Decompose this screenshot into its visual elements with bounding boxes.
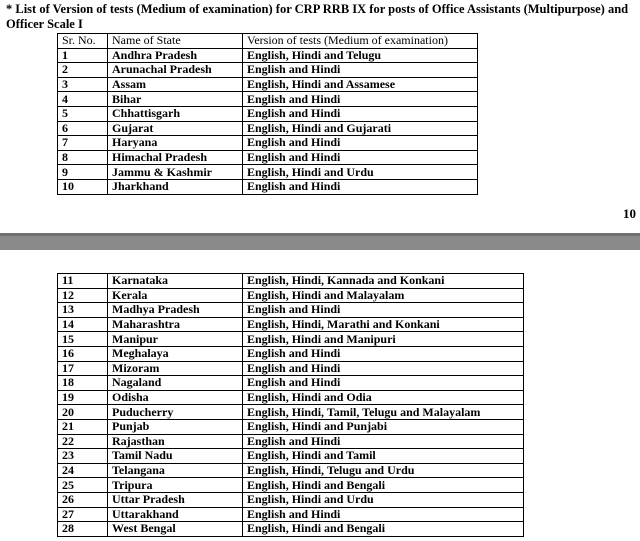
cell-state: Uttar Pradesh xyxy=(108,492,243,507)
cell-state: Madhya Pradesh xyxy=(108,303,243,318)
table-row xyxy=(58,303,524,318)
cell-state: Rajasthan xyxy=(108,434,243,449)
cell-version: English and Hindi xyxy=(243,303,524,318)
cell-state: Mizoram xyxy=(108,361,243,376)
cell-version: English and Hindi xyxy=(243,507,524,522)
cell-state: Assam xyxy=(108,77,243,92)
header-state: Name of State xyxy=(108,34,243,49)
cell-sr-no: 9 xyxy=(58,165,108,180)
cell-version: English and Hindi xyxy=(243,361,524,376)
cell-state: Maharashtra xyxy=(108,317,243,332)
cell-sr-no: 15 xyxy=(58,332,108,347)
cell-version: English, Hindi and Manipuri xyxy=(243,332,524,347)
table-row xyxy=(58,150,478,165)
table-row xyxy=(58,165,478,180)
cell-sr-no: 24 xyxy=(58,463,108,478)
table-row xyxy=(58,332,524,347)
table-row xyxy=(58,92,478,107)
cell-version: English and Hindi xyxy=(243,136,478,151)
cell-version: English, Hindi and Bengali xyxy=(243,478,524,493)
cell-state: Odisha xyxy=(108,390,243,405)
table-row xyxy=(58,522,524,537)
header-sr-no: Sr. No. xyxy=(58,34,108,49)
cell-version: English and Hindi xyxy=(243,179,478,194)
cell-version: English and Hindi xyxy=(243,63,478,78)
cell-sr-no: 28 xyxy=(58,522,108,537)
document-heading: * List of Version of tests (Medium of examination) for CRP RRB IX for posts of Office Assistants (Multipurpose) and Officer Scale I xyxy=(6,2,629,31)
cell-sr-no: 14 xyxy=(58,317,108,332)
cell-version: English, Hindi and Urdu xyxy=(243,492,524,507)
table-row xyxy=(58,274,524,289)
cell-state: Andhra Pradesh xyxy=(108,48,243,63)
cell-sr-no: 1 xyxy=(58,48,108,63)
table-row xyxy=(58,179,478,194)
cell-version: English, Hindi and Odia xyxy=(243,390,524,405)
cell-state: Arunachal Pradesh xyxy=(108,63,243,78)
cell-version: English and Hindi xyxy=(243,106,478,121)
cell-state: Puducherry xyxy=(108,405,243,420)
table-row xyxy=(58,405,524,420)
table-row xyxy=(58,77,478,92)
cell-state: Bihar xyxy=(108,92,243,107)
cell-sr-no: 21 xyxy=(58,419,108,434)
table-row xyxy=(58,136,478,151)
cell-state: Manipur xyxy=(108,332,243,347)
cell-sr-no: 12 xyxy=(58,288,108,303)
table-row xyxy=(58,288,524,303)
table-row xyxy=(58,390,524,405)
cell-state: West Bengal xyxy=(108,522,243,537)
cell-sr-no: 6 xyxy=(58,121,108,136)
header-version: Version of tests (Medium of examination) xyxy=(243,34,478,49)
table-row xyxy=(58,346,524,361)
cell-version: English, Hindi, Telugu and Urdu xyxy=(243,463,524,478)
cell-version: English and Hindi xyxy=(243,92,478,107)
cell-version: English, Hindi and Malayalam xyxy=(243,288,524,303)
cell-version: English and Hindi xyxy=(243,150,478,165)
table-row xyxy=(58,449,524,464)
table-row xyxy=(58,121,478,136)
table-row xyxy=(58,106,478,121)
cell-state: Chhattisgarh xyxy=(108,106,243,121)
cell-sr-no: 13 xyxy=(58,303,108,318)
cell-version: English, Hindi and Telugu xyxy=(243,48,478,63)
table-row xyxy=(58,507,524,522)
cell-sr-no: 2 xyxy=(58,63,108,78)
cell-state: Karnataka xyxy=(108,274,243,289)
cell-state: Jharkhand xyxy=(108,179,243,194)
table-row xyxy=(58,361,524,376)
cell-sr-no: 27 xyxy=(58,507,108,522)
cell-state: Himachal Pradesh xyxy=(108,150,243,165)
table-row xyxy=(58,63,478,78)
language-table-part-1 xyxy=(57,33,478,195)
cell-sr-no: 25 xyxy=(58,478,108,493)
table-row xyxy=(58,419,524,434)
cell-sr-no: 16 xyxy=(58,346,108,361)
page-number: 10 xyxy=(623,206,636,221)
cell-version: English, Hindi and Urdu xyxy=(243,165,478,180)
cell-version: English, Hindi and Gujarati xyxy=(243,121,478,136)
cell-sr-no: 8 xyxy=(58,150,108,165)
cell-state: Nagaland xyxy=(108,376,243,391)
cell-version: English, Hindi and Assamese xyxy=(243,77,478,92)
cell-state: Tripura xyxy=(108,478,243,493)
cell-sr-no: 20 xyxy=(58,405,108,420)
cell-sr-no: 7 xyxy=(58,136,108,151)
cell-sr-no: 26 xyxy=(58,492,108,507)
cell-state: Jammu & Kashmir xyxy=(108,165,243,180)
cell-version: English, Hindi and Punjabi xyxy=(243,419,524,434)
table-row xyxy=(58,478,524,493)
table-row xyxy=(58,434,524,449)
cell-sr-no: 4 xyxy=(58,92,108,107)
cell-version: English and Hindi xyxy=(243,346,524,361)
cell-version: English and Hindi xyxy=(243,434,524,449)
cell-version: English, Hindi and Bengali xyxy=(243,522,524,537)
cell-sr-no: 18 xyxy=(58,376,108,391)
cell-version: English, Hindi, Tamil, Telugu and Malayalam xyxy=(243,405,524,420)
cell-state: Haryana xyxy=(108,136,243,151)
cell-state: Gujarat xyxy=(108,121,243,136)
table-row xyxy=(58,48,478,63)
cell-sr-no: 3 xyxy=(58,77,108,92)
cell-version: English, Hindi and Tamil xyxy=(243,449,524,464)
cell-sr-no: 11 xyxy=(58,274,108,289)
cell-state: Kerala xyxy=(108,288,243,303)
cell-sr-no: 22 xyxy=(58,434,108,449)
cell-version: English, Hindi, Marathi and Konkani xyxy=(243,317,524,332)
cell-version: English, Hindi, Kannada and Konkani xyxy=(243,274,524,289)
cell-version: English and Hindi xyxy=(243,376,524,391)
table-row xyxy=(58,317,524,332)
cell-sr-no: 17 xyxy=(58,361,108,376)
table-row xyxy=(58,492,524,507)
table-header-row xyxy=(58,34,478,49)
page-separator xyxy=(0,233,640,250)
cell-state: Meghalaya xyxy=(108,346,243,361)
cell-state: Uttarakhand xyxy=(108,507,243,522)
cell-sr-no: 10 xyxy=(58,179,108,194)
table-row xyxy=(58,376,524,391)
cell-state: Telangana xyxy=(108,463,243,478)
cell-state: Punjab xyxy=(108,419,243,434)
cell-state: Tamil Nadu xyxy=(108,449,243,464)
language-table-part-2 xyxy=(57,273,524,537)
table-row xyxy=(58,463,524,478)
cell-sr-no: 5 xyxy=(58,106,108,121)
cell-sr-no: 23 xyxy=(58,449,108,464)
cell-sr-no: 19 xyxy=(58,390,108,405)
